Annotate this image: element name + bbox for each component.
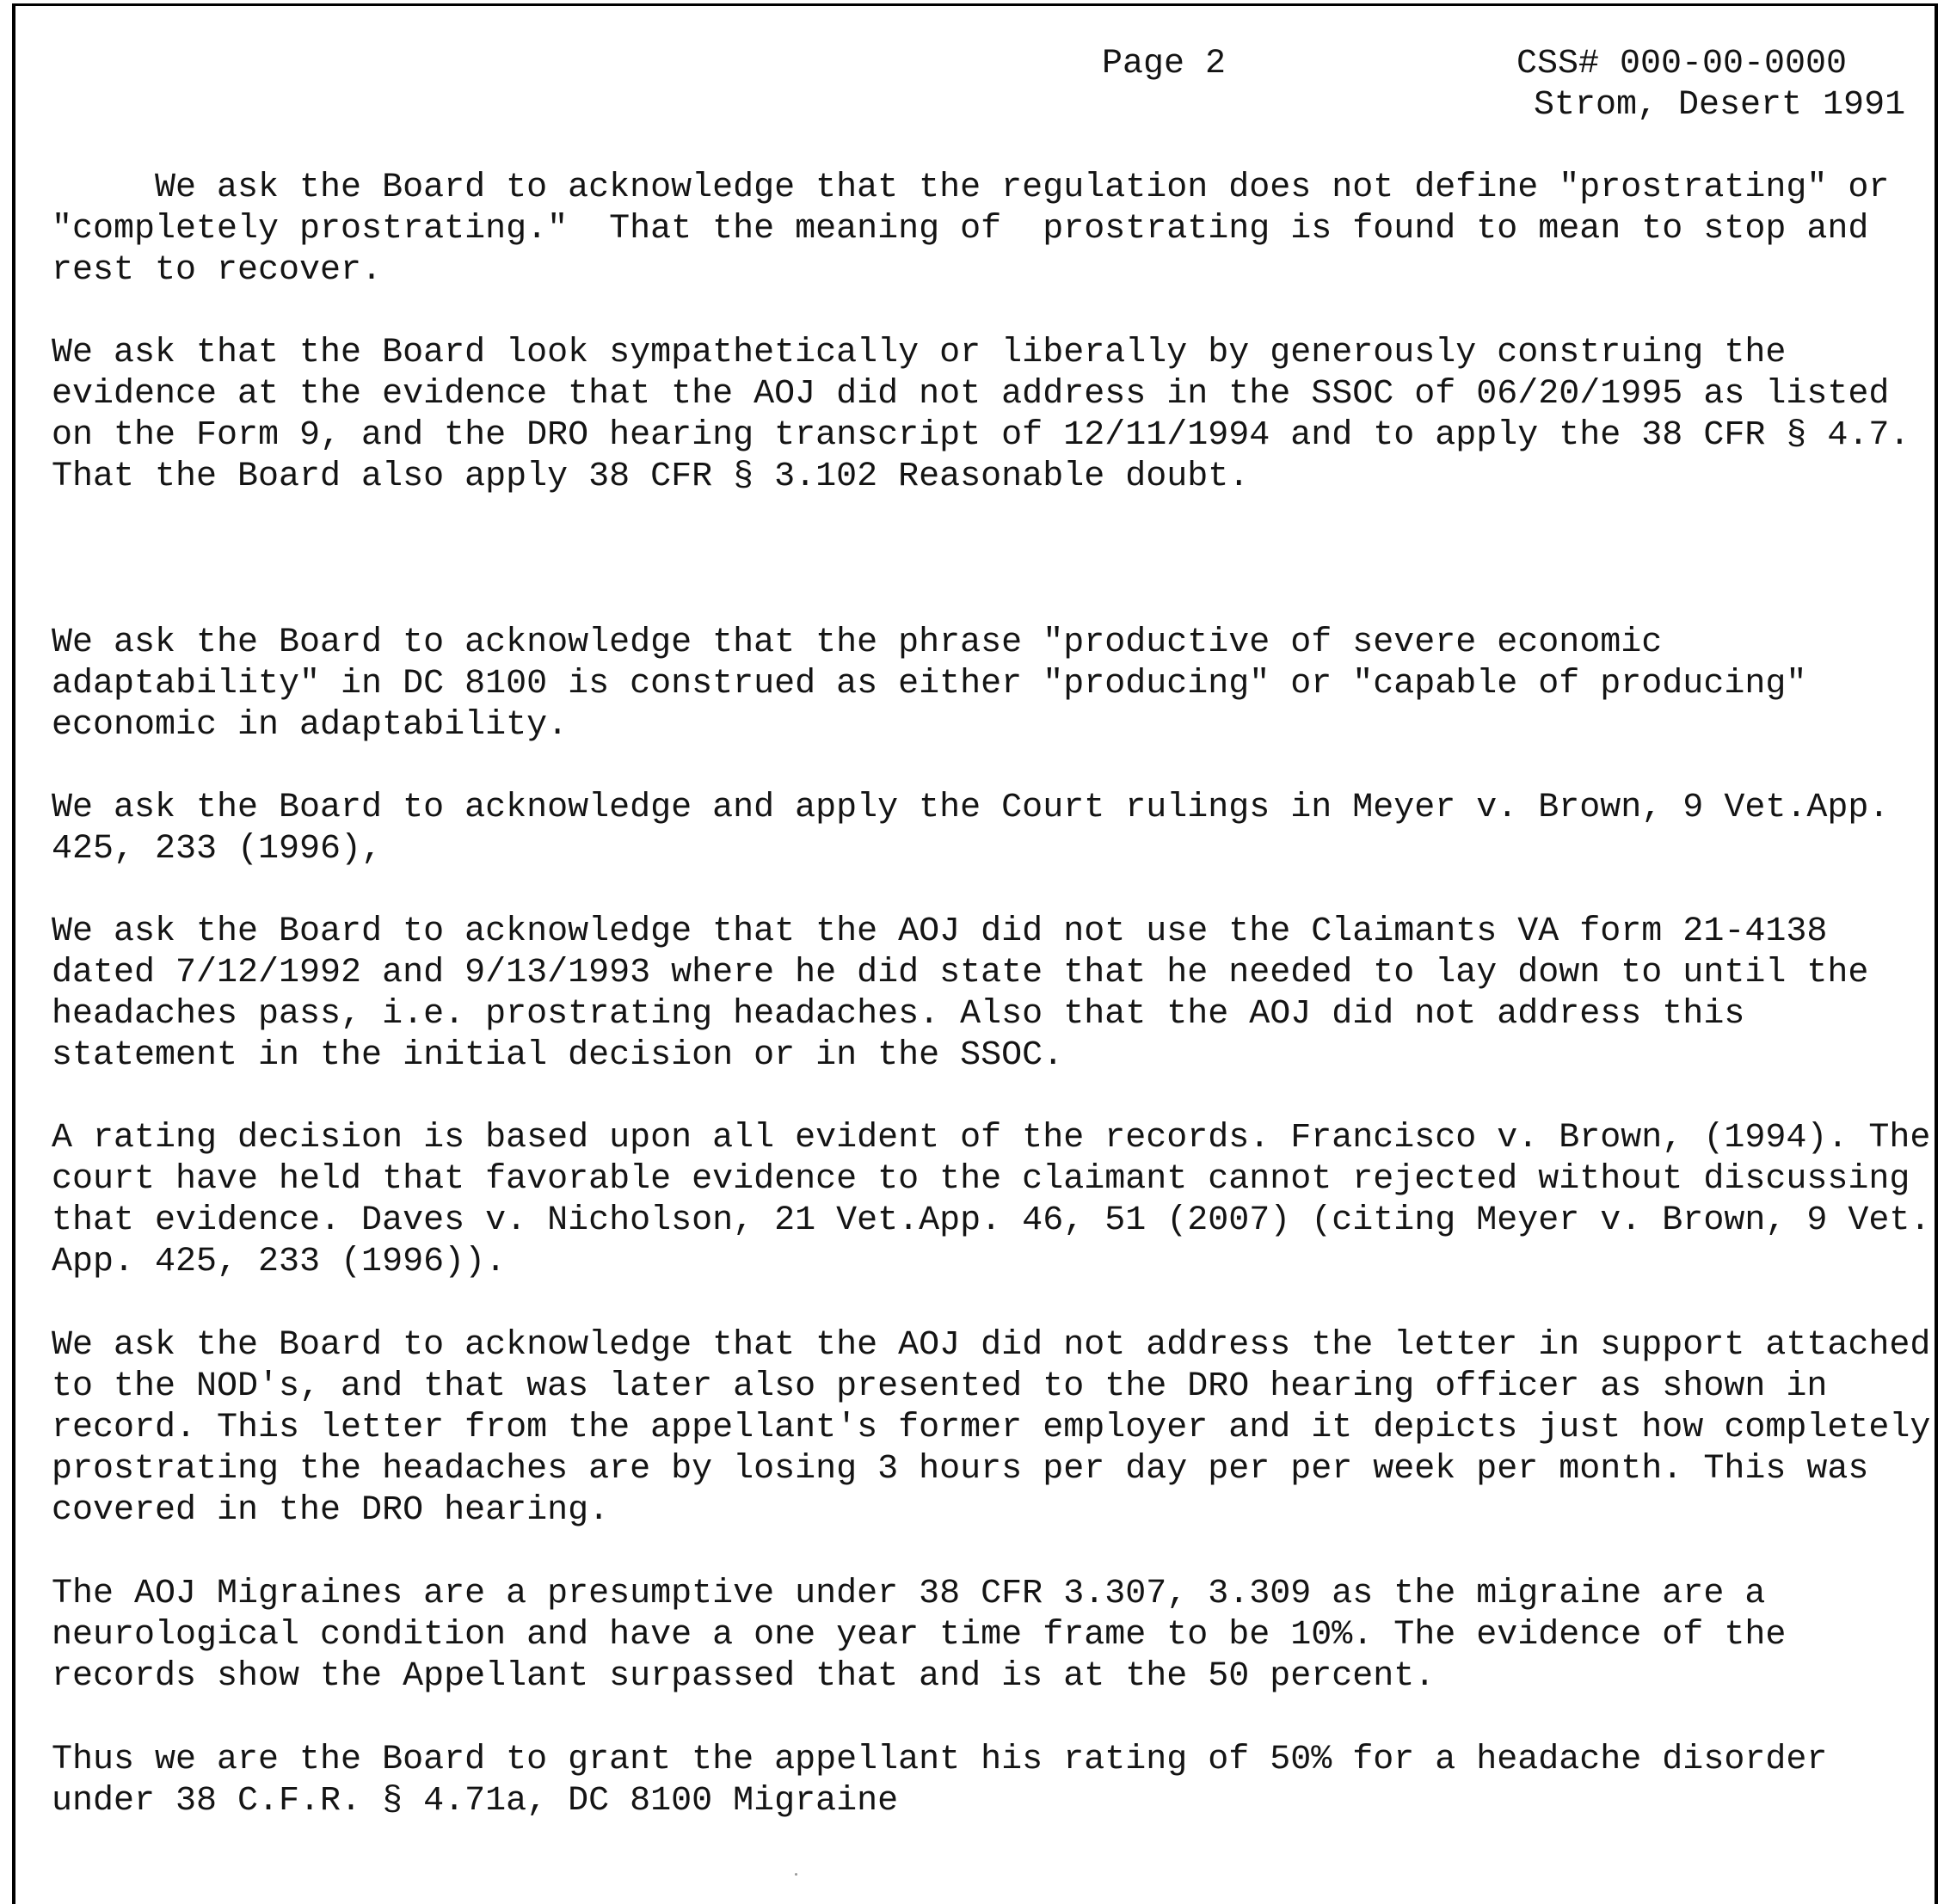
css-number: CSS# 000-00-0000	[1516, 45, 1848, 83]
page-number: Page 2	[1102, 45, 1227, 83]
paragraph-prostrating-definition: We ask the Board to acknowledge that the regulation does not define "prostrating" or "completely prostrating." That the meaning of prostrating is found to mean to stop and rest to recover.	[52, 169, 1890, 290]
paragraph-rating-decision: A rating decision is based upon all evident of the records. Francisco v. Brown, (1994). The court have held that favorable evidence to the claimant cannot rejected without discussing that evidence. Daves v. Nicholson, 21 Vet.App. 46, 51 (2007) (citing Meyer v. Brown, 9 Vet. App. 425, 233 (1996)).	[52, 1119, 1931, 1281]
paragraph-court-rulings: We ask the Board to acknowledge and apply the Court rulings in Meyer v. Brown, 9 Vet.App. 425, 233 (1996),	[52, 789, 1890, 869]
scan-speck	[795, 1873, 797, 1876]
paragraph-conclusion: Thus we are the Board to grant the appellant his rating of 50% for a headache disorder under 38 C.F.R. § 4.71a, DC 8100 Migraine	[52, 1741, 1828, 1821]
paragraph-economic-adaptability: We ask the Board to acknowledge that the phrase "productive of severe economic adaptability" in DC 8100 is construed as either "producing" or "capable of producing" economic in adaptability.	[52, 623, 1807, 745]
paragraph-construe-evidence: We ask that the Board look sympathetically or liberally by generously construing the evidence at the evidence that the AOJ did not address in the SSOC of 06/20/1995 as listed on the Form 9, and the DRO hearing transcript of 12/11/1994 and to apply the 38 CFR § 4.7. That the Board also apply 38 CFR § 3.102 Reasonable doubt.	[52, 334, 1910, 496]
claimant-name-line: Strom, Desert 1991	[1534, 86, 1906, 125]
paragraph-presumptive: The AOJ Migraines are a presumptive under 38 CFR 3.307, 3.309 as the migraine are a neurological condition and have a one year time frame to be 10%. The evidence of the records show the Appellant surpassed that and is at the 50 percent.	[52, 1575, 1787, 1696]
document-page	[12, 3, 1938, 1904]
paragraph-va-form: We ask the Board to acknowledge that the AOJ did not use the Claimants VA form 21-4138 dated 7/12/1992 and 9/13/1993 where he did state that he needed to lay down to until the headaches pass, i.e. prostrating headaches. Also that the AOJ did not address this statement in the initial decision or in the SSOC.	[52, 912, 1869, 1075]
paragraph-support-letter: We ask the Board to acknowledge that the AOJ did not address the letter in support attached to the NOD's, and that was later also presented to the DRO hearing officer as shown in record. This letter from the appellant's former employer and it depicts just how completely prostrating the headaches are by losing 3 hours per day per per week per month. This was covered in the DRO hearing.	[52, 1326, 1931, 1530]
